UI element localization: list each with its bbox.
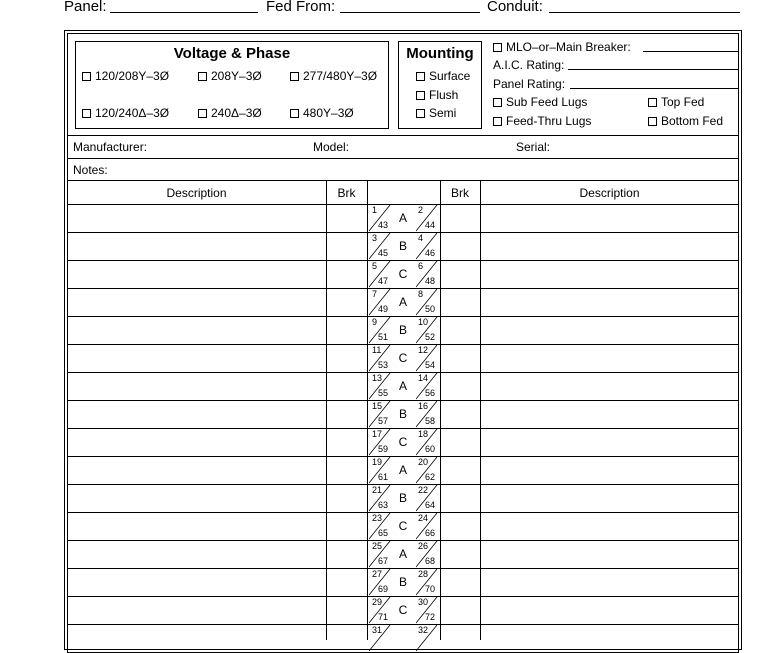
divider xyxy=(67,158,739,159)
voltage-phase-title: Voltage & Phase xyxy=(173,45,291,62)
checkbox-icon[interactable] xyxy=(493,117,502,126)
circuit-number-bottom-right: 54 xyxy=(425,360,436,370)
phase-label: B xyxy=(398,239,407,253)
circuit-number-top-right: 20 xyxy=(418,457,429,467)
description-right-cell[interactable] xyxy=(481,317,738,344)
description-left-cell[interactable] xyxy=(68,233,325,260)
circuit-number-top-left: 21 xyxy=(372,485,383,495)
phase-label: C xyxy=(398,267,408,281)
circuit-number-top-left: 27 xyxy=(372,569,383,579)
circuit-number-bottom-right: 46 xyxy=(425,248,436,258)
circuit-number-top-left: 19 xyxy=(372,457,383,467)
checkbox-icon[interactable] xyxy=(290,72,299,81)
circuit-number-bottom-left: 63 xyxy=(378,500,389,510)
phase-label: A xyxy=(398,547,407,561)
sub-feed-lugs-option[interactable]: Sub Feed Lugs xyxy=(493,95,587,109)
circuit-number-top-right: 16 xyxy=(418,401,429,411)
description-right-cell[interactable] xyxy=(481,457,738,484)
checkbox-icon[interactable] xyxy=(290,109,299,118)
circuit-number-top-right: 32 xyxy=(418,625,429,635)
description-left-cell[interactable] xyxy=(68,401,325,428)
description-right-cell[interactable] xyxy=(481,597,738,624)
circuit-number-top-left: 1 xyxy=(372,205,378,215)
description-right-cell[interactable] xyxy=(481,401,738,428)
description-left-cell[interactable] xyxy=(68,429,325,456)
circuit-number-top-right: 10 xyxy=(418,317,429,327)
phase-label: B xyxy=(398,491,407,505)
circuit-number-bottom-right: 58 xyxy=(425,416,436,426)
circuit-number-top-left: 17 xyxy=(372,429,383,439)
circuit-number-top-right: 24 xyxy=(418,513,429,523)
mounting-title: Mounting xyxy=(406,45,474,62)
circuit-number-bottom-left: 49 xyxy=(378,304,389,314)
column-divider xyxy=(367,180,368,640)
phase-label: C xyxy=(398,435,408,449)
circuit-number-top-left: 15 xyxy=(372,401,383,411)
circuit-number-bottom-right: 72 xyxy=(425,612,436,622)
circuit-number-top-left: 11 xyxy=(372,345,382,355)
checkbox-icon[interactable] xyxy=(198,109,207,118)
checkbox-icon[interactable] xyxy=(648,117,657,126)
mounting-option-semi[interactable]: Semi xyxy=(416,106,456,120)
circuit-number-bottom-left: 59 xyxy=(378,444,389,454)
aic-rating-field[interactable] xyxy=(568,69,738,70)
phase-label: A xyxy=(398,211,407,225)
description-left-cell[interactable] xyxy=(68,513,325,540)
column-divider xyxy=(440,180,441,640)
mlo-field[interactable] xyxy=(643,51,738,52)
circuit-number-bottom-left: 61 xyxy=(378,472,389,482)
circuit-number-bottom-left: 71 xyxy=(378,612,389,622)
description-right-cell[interactable] xyxy=(481,345,738,372)
mounting-option-flush[interactable]: Flush xyxy=(416,88,458,102)
phase-label: A xyxy=(398,379,407,393)
voltage-option-120-240d[interactable]: 120/240Δ–3Ø xyxy=(82,106,169,120)
circuit-number-top-right: 2 xyxy=(418,205,424,215)
checkbox-icon[interactable] xyxy=(493,98,502,107)
circuit-number-bottom-left: 57 xyxy=(378,416,389,426)
description-right-cell[interactable] xyxy=(481,289,738,316)
fed-from-field[interactable] xyxy=(340,12,480,13)
brk-left-header: Brk xyxy=(337,186,356,200)
circuit-number-top-right: 28 xyxy=(418,569,429,579)
circuit-number-bottom-left: 55 xyxy=(378,388,389,398)
circuit-number-bottom-left: 53 xyxy=(378,360,389,370)
circuit-number-bottom-right: 50 xyxy=(425,304,436,314)
description-left-cell[interactable] xyxy=(68,457,325,484)
voltage-option-240d[interactable]: 240Δ–3Ø xyxy=(198,106,262,120)
phase-label: C xyxy=(398,351,408,365)
phase-label: A xyxy=(398,295,407,309)
description-right-cell[interactable] xyxy=(481,261,738,288)
aic-rating-label: A.I.C. Rating: xyxy=(493,58,565,72)
phase-label: B xyxy=(398,575,407,589)
model-label: Model: xyxy=(313,140,350,154)
circuit-number-bottom-left: 45 xyxy=(378,248,389,258)
circuit-number-bottom-left: 69 xyxy=(378,584,389,594)
circuit-number-bottom-right: 44 xyxy=(425,220,436,230)
description-left-header: Description xyxy=(166,186,227,200)
circuit-number-top-right: 12 xyxy=(418,345,429,355)
circuit-number-top-right: 26 xyxy=(418,541,429,551)
voltage-option-120-208y[interactable]: 120/208Y–3Ø xyxy=(82,69,169,83)
description-left-cell[interactable] xyxy=(68,317,325,344)
circuit-number-bottom-left: 47 xyxy=(378,276,389,286)
phase-label: C xyxy=(398,519,408,533)
phase-label: B xyxy=(398,323,407,337)
circuit-number-bottom-left: 43 xyxy=(378,220,389,230)
circuit-number-top-left: 3 xyxy=(372,233,378,243)
phase-label: B xyxy=(398,407,407,421)
fed-from-label: Fed From: xyxy=(266,0,336,15)
serial-label: Serial: xyxy=(516,140,551,154)
checkbox-icon[interactable] xyxy=(416,109,425,118)
circuit-number-bottom-right: 60 xyxy=(425,444,436,454)
circuit-number-top-left: 9 xyxy=(372,317,378,327)
voltage-option-208y[interactable]: 208Y–3Ø xyxy=(198,69,262,83)
checkbox-icon[interactable] xyxy=(648,98,657,107)
circuit-number-bottom-left: 67 xyxy=(378,556,389,566)
circuit-number-top-left: 29 xyxy=(372,597,383,607)
description-left-cell[interactable] xyxy=(68,485,325,512)
checkbox-icon[interactable] xyxy=(493,43,502,52)
top-fed-option[interactable]: Top Fed xyxy=(648,95,704,109)
feed-thru-lugs-option[interactable]: Feed-Thru Lugs xyxy=(493,114,591,128)
description-left-cell[interactable] xyxy=(68,373,325,400)
checkbox-icon[interactable] xyxy=(416,91,425,100)
mounting-option-surface[interactable]: Surface xyxy=(416,69,470,83)
circuit-number-bottom-left: 51 xyxy=(378,332,389,342)
manufacturer-label: Manufacturer: xyxy=(73,140,148,154)
description-left-cell[interactable] xyxy=(68,541,325,568)
description-left-cell[interactable] xyxy=(68,625,325,652)
circuit-number-top-right: 6 xyxy=(418,261,424,271)
voltage-option-277-480y[interactable]: 277/480Y–3Ø xyxy=(290,69,377,83)
circuit-number-bottom-right: 64 xyxy=(425,500,436,510)
circuit-number-bottom-right: 70 xyxy=(425,584,436,594)
description-right-cell[interactable] xyxy=(481,373,738,400)
description-right-cell[interactable] xyxy=(481,429,738,456)
circuit-number-top-right: 22 xyxy=(418,485,429,495)
circuit-number-bottom-right: 66 xyxy=(425,528,436,538)
circuit-number-top-left: 5 xyxy=(372,261,378,271)
panel-field[interactable] xyxy=(110,12,258,13)
bottom-fed-option[interactable]: Bottom Fed xyxy=(648,114,723,128)
column-divider xyxy=(326,180,327,640)
circuit-number-bottom-right: 68 xyxy=(425,556,436,566)
checkbox-icon[interactable] xyxy=(82,109,91,118)
description-right-header: Description xyxy=(579,186,640,200)
description-right-cell[interactable] xyxy=(481,205,738,232)
description-right-cell[interactable] xyxy=(481,541,738,568)
mlo-main-breaker: MLO–or–Main Breaker: xyxy=(493,40,631,54)
description-right-cell[interactable] xyxy=(481,569,738,596)
circuit-number-top-right: 30 xyxy=(418,597,429,607)
circuit-number-top-left: 31 xyxy=(372,625,383,635)
description-left-cell[interactable] xyxy=(68,569,325,596)
description-right-cell[interactable] xyxy=(481,233,738,260)
divider xyxy=(67,180,739,181)
phase-label: A xyxy=(398,463,407,477)
description-left-cell[interactable] xyxy=(68,345,325,372)
circuit-number-bottom-right: 62 xyxy=(425,472,436,482)
notes-label: Notes: xyxy=(73,163,108,177)
circuit-number-bottom-left: 65 xyxy=(378,528,389,538)
circuit-number-top-left: 7 xyxy=(372,289,378,299)
circuit-number-top-right: 4 xyxy=(418,233,424,243)
circuit-number-bottom-right: 56 xyxy=(425,388,436,398)
checkbox-icon[interactable] xyxy=(82,72,91,81)
description-right-cell[interactable] xyxy=(481,625,738,652)
panel-label: Panel: xyxy=(64,0,107,15)
voltage-option-480y[interactable]: 480Y–3Ø xyxy=(290,106,354,120)
circuit-number-top-left: 25 xyxy=(372,541,383,551)
panel-rating-label: Panel Rating: xyxy=(493,77,566,91)
phase-label: C xyxy=(398,603,408,617)
description-left-cell[interactable] xyxy=(68,289,325,316)
circuit-number-top-left: 23 xyxy=(372,513,383,523)
description-right-cell[interactable] xyxy=(481,513,738,540)
description-left-cell[interactable] xyxy=(68,205,325,232)
circuit-number-bottom-right: 48 xyxy=(425,276,436,286)
circuit-number-top-right: 8 xyxy=(418,289,424,299)
description-left-cell[interactable] xyxy=(68,261,325,288)
checkbox-icon[interactable] xyxy=(416,72,425,81)
divider xyxy=(67,135,739,136)
panel-rating-field[interactable] xyxy=(570,88,738,89)
circuit-number-top-right: 14 xyxy=(418,373,429,383)
conduit-field[interactable] xyxy=(549,12,740,13)
description-left-cell[interactable] xyxy=(68,597,325,624)
circuit-number-top-left: 13 xyxy=(372,373,383,383)
circuit-number-bottom-right: 52 xyxy=(425,332,436,342)
conduit-label: Conduit: xyxy=(487,0,543,15)
circuit-number-top-right: 18 xyxy=(418,429,429,439)
brk-right-header: Brk xyxy=(451,186,469,200)
description-right-cell[interactable] xyxy=(481,485,738,512)
checkbox-icon[interactable] xyxy=(198,72,207,81)
